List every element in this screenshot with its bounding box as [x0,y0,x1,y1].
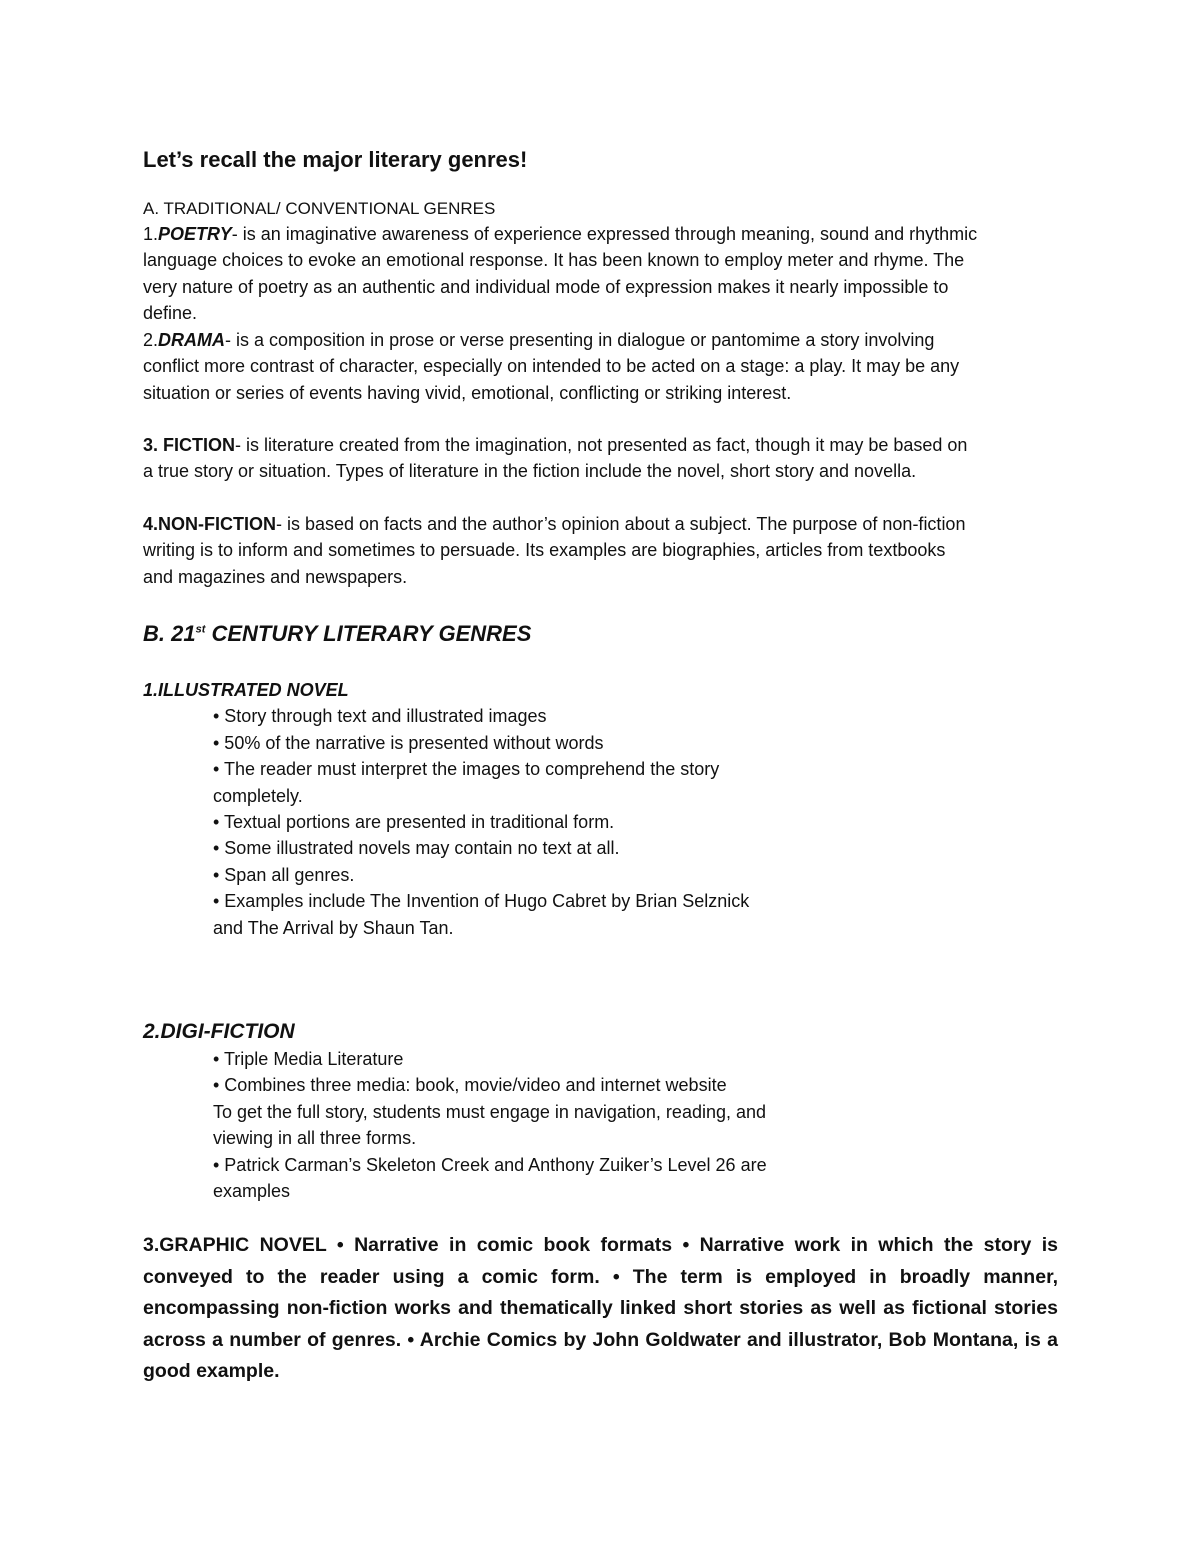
drama-line-3: situation or series of events having vivid, emotional, conflicting or striking interest. [143,382,792,403]
illustrated-line-4: completely. [213,785,303,806]
illustrated-line-5: • Textual portions are presented in traditional form. [213,812,615,833]
graphic-novel-paragraph: 3.GRAPHIC NOVEL • Narrative in comic book formats • Narrative work in which the story is conveyed to the reader using a comic form. • The term is employed in broadly manner, encompassing non-fiction works and thematically linked short stories as well as fictional stories across a number of genres. • Archie Comics by John Goldwater and illustrator, Bob Montana, is a good example. [143,1234,1058,1382]
digi-fiction-section [143,1018,1063,1204]
drama-line-1: - is a composition in prose or verse presenting in dialogue or pantomime a story involving [225,330,935,350]
fiction-line-1: - is literature created from the imagination, not presented as fact, though it may be based on [235,435,968,455]
section-a-heading: A. TRADITIONAL/ CONVENTIONAL GENRES [143,199,496,218]
illustrated-novel-section [143,677,1063,941]
illustrated-line-2: • 50% of the narrative is presented without words [213,732,604,753]
illustrated-line-9: and The Arrival by Shaun Tan. [213,917,454,938]
nonfiction-line-1: - is based on facts and the author’s opinion about a subject. The purpose of non-fiction [276,514,966,534]
poetry-term: POETRY [158,224,232,244]
digi-line-1: • Triple Media Literature [213,1049,404,1069]
nonfiction-paragraph [143,511,1063,590]
poetry-number: 1. [143,224,159,244]
drama-paragraph [143,327,1063,406]
section-b-suffix: CENTURY LITERARY GENRES [205,621,532,646]
poetry-paragraph [143,221,1063,327]
drama-line-2: conflict more contrast of character, especially on intended to be acted on a stage: a play. It may be any [143,356,960,377]
illustrated-line-3: • The reader must interpret the images to comprehend the story [213,759,720,780]
digi-line-2: • Combines three media: book, movie/video and internet website [213,1075,727,1096]
illustrated-line-7: • Span all genres. [213,864,355,885]
poetry-line-4: define. [143,303,198,324]
nonfiction-line-3: and magazines and newspapers. [143,566,408,587]
poetry-line-3: very nature of poetry as an authentic and individual mode of expression makes it nearly impossible to [143,276,949,297]
page-title: Let’s recall the major literary genres! [143,147,528,172]
fiction-term: 3. FICTION [143,435,236,455]
fiction-line-2: a true story or situation. Types of literature in the fiction include the novel, short story and novella. [143,461,917,482]
digi-line-5: • Patrick Carman’s Skeleton Creek and Anthony Zuiker’s Level 26 are [213,1154,767,1175]
illustrated-line-8: • Examples include The Invention of Hugo Cabret by Brian Selznick [213,891,750,912]
drama-number: 2. [143,330,159,350]
nonfiction-term: 4.NON-FICTION [143,514,276,534]
digi-line-6: examples [213,1181,291,1202]
drama-term: DRAMA [158,330,226,350]
section-b-prefix: B. 21 [143,621,196,646]
digi-line-4: viewing in all three forms. [213,1128,417,1149]
nonfiction-line-2: writing is to inform and sometimes to persuade. Its examples are biographies, articles from textbooks [143,540,946,561]
illustrated-line-1: • Story through text and illustrated images [213,706,547,727]
digi-fiction-heading: 2.DIGI-FICTION [143,1020,295,1043]
section-b-superscript: st [195,623,206,636]
illustrated-line-6: • Some illustrated novels may contain no text at all. [213,838,620,859]
digi-line-3: To get the full story, students must engage in navigation, reading, and [213,1101,767,1122]
fiction-paragraph [143,432,1063,485]
illustrated-novel-heading: 1.ILLUSTRATED NOVEL [143,680,349,700]
poetry-line-1: - is an imaginative awareness of experience expressed through meaning, sound and rhythmic [231,224,978,244]
poetry-line-2: language choices to evoke an emotional response. It has been known to employ meter and rhyme. The [143,250,965,271]
section-b-heading [143,620,1063,648]
